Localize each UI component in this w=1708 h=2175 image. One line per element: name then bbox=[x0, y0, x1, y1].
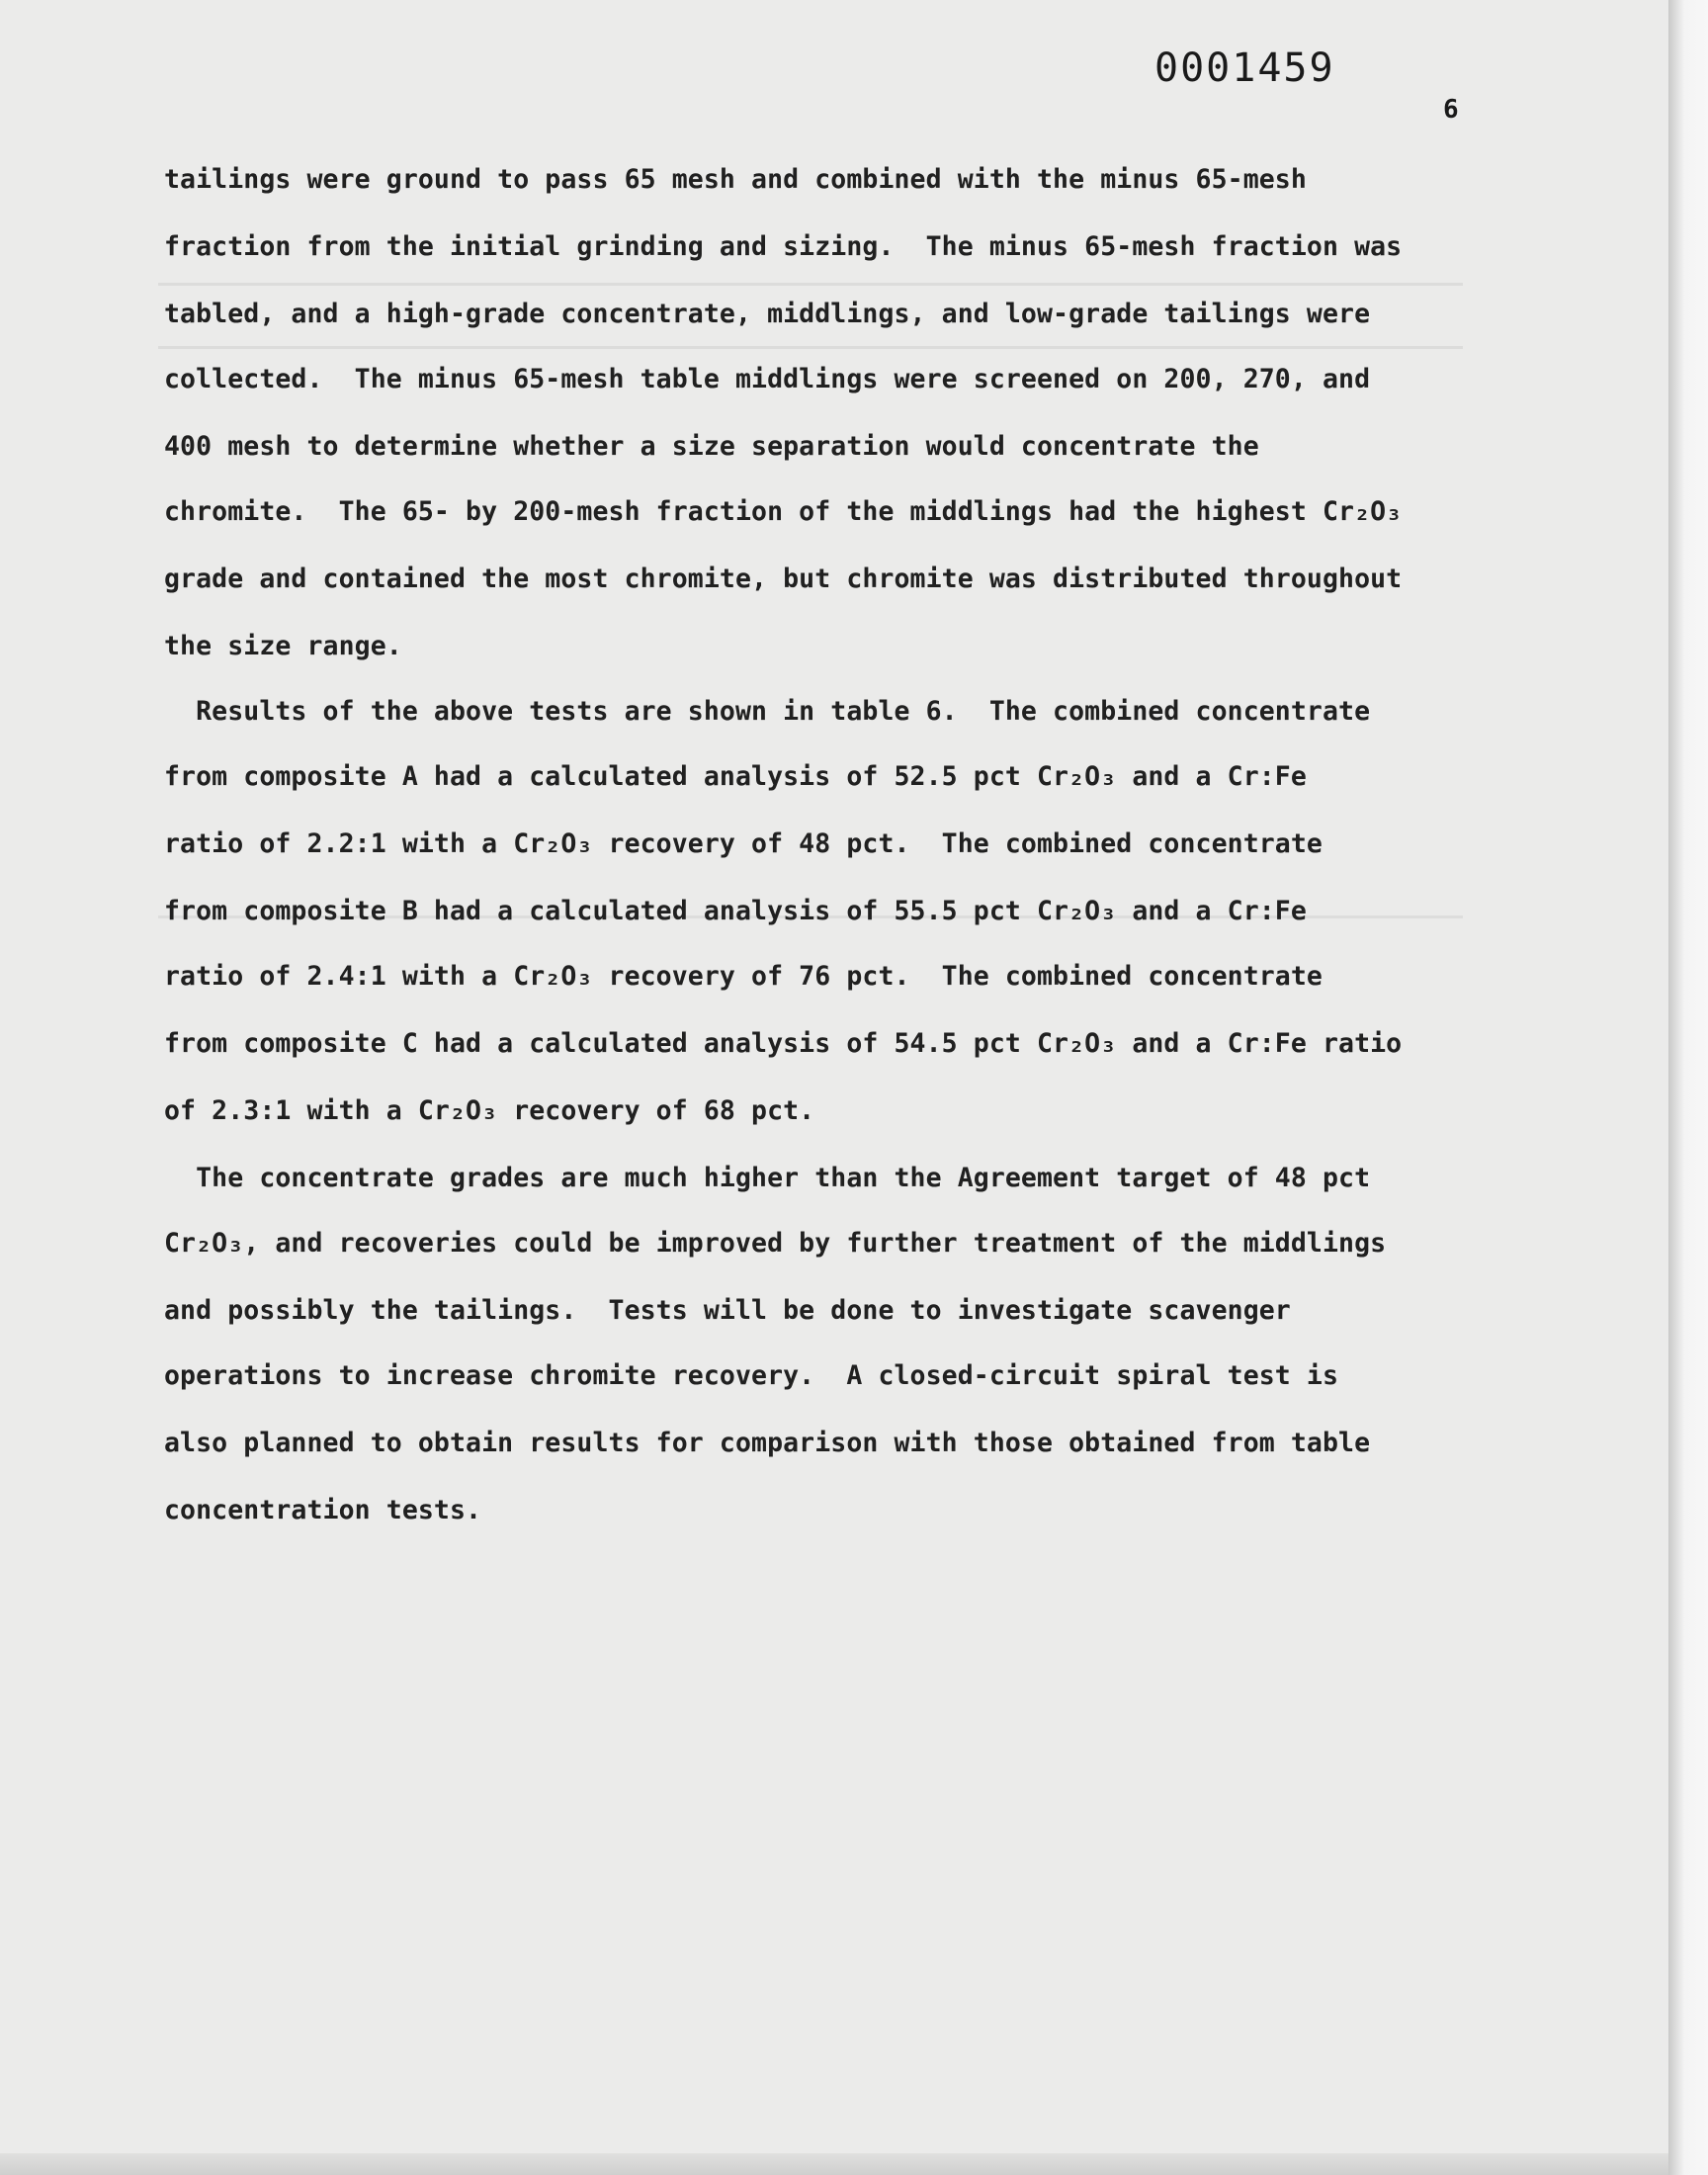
body-line: from composite A had a calculated analysis of 52.5 pct Cr₂O₃ and a Cr:Fe bbox=[164, 761, 1307, 792]
body-line: from composite C had a calculated analysis of 54.5 pct Cr₂O₃ and a Cr:Fe ratio bbox=[164, 1028, 1403, 1059]
bleed-through-table bbox=[158, 178, 1483, 929]
page-number: 6 bbox=[1443, 95, 1459, 125]
body-line: operations to increase chromite recovery. A closed-circuit spiral test is bbox=[164, 1360, 1339, 1391]
body-line: grade and contained the most chromite, but chromite was distributed throughout bbox=[164, 564, 1403, 594]
body-line: of 2.3:1 with a Cr₂O₃ recovery of 68 pct. bbox=[164, 1095, 815, 1126]
body-line: also planned to obtain results for comparison with those obtained from table bbox=[164, 1428, 1371, 1458]
body-line: Cr₂O₃, and recoveries could be improved by further treatment of the middlings bbox=[164, 1228, 1387, 1259]
body-line: tailings were ground to pass 65 mesh and combined with the minus 65-mesh bbox=[164, 164, 1307, 195]
scan-bottom-edge bbox=[0, 2153, 1668, 2175]
body-line: Results of the above tests are shown in table 6. The combined concentrate bbox=[164, 696, 1371, 727]
body-line: and possibly the tailings. Tests will be done to investigate scavenger bbox=[164, 1295, 1291, 1326]
body-line: the size range. bbox=[164, 631, 402, 661]
body-line: concentration tests. bbox=[164, 1495, 482, 1525]
body-line: ratio of 2.2:1 with a Cr₂O₃ recovery of 48 pct. The combined concentrate bbox=[164, 828, 1323, 859]
scan-right-edge bbox=[1668, 0, 1708, 2175]
body-line: collected. The minus 65-mesh table middlings were screened on 200, 270, and bbox=[164, 364, 1371, 394]
body-line: ratio of 2.4:1 with a Cr₂O₃ recovery of 76 pct. The combined concentrate bbox=[164, 961, 1323, 992]
body-line: The concentrate grades are much higher than the Agreement target of 48 pct bbox=[164, 1163, 1371, 1193]
body-line: tabled, and a high-grade concentrate, middlings, and low-grade tailings were bbox=[164, 299, 1371, 329]
body-line: 400 mesh to determine whether a size separation would concentrate the bbox=[164, 431, 1259, 462]
document-number: 0001459 bbox=[1154, 45, 1335, 91]
body-line: from composite B had a calculated analysis of 55.5 pct Cr₂O₃ and a Cr:Fe bbox=[164, 896, 1307, 926]
body-line: fraction from the initial grinding and sizing. The minus 65-mesh fraction was bbox=[164, 231, 1403, 262]
body-line: chromite. The 65- by 200-mesh fraction of the middlings had the highest Cr₂O₃ bbox=[164, 496, 1403, 527]
